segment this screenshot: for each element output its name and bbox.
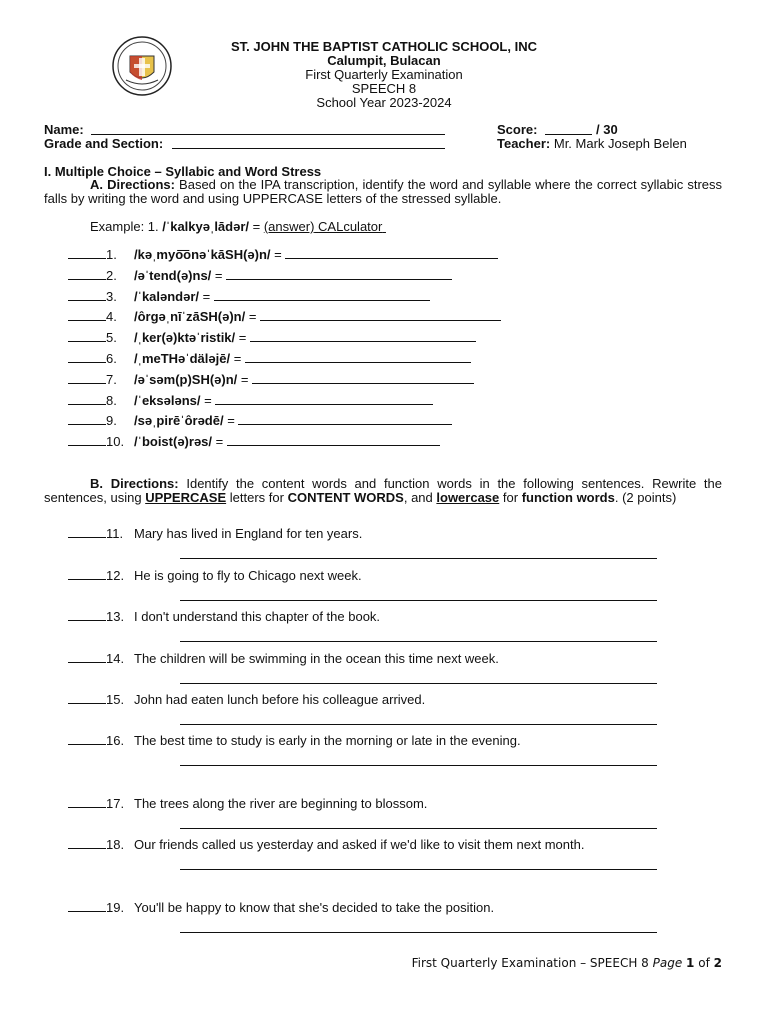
part2-item [68, 837, 584, 852]
answer-blank[interactable] [68, 733, 106, 745]
part1-item [68, 309, 501, 324]
part1-directions [44, 178, 722, 206]
equals-sign: = [248, 309, 257, 325]
item-number: 9. [106, 413, 117, 429]
rewrite-line[interactable] [180, 828, 657, 829]
sentence-text: Our friends called us yesterday and asked if we'd like to visit them next month. [134, 837, 585, 852]
text-and: , and [403, 490, 433, 505]
answer-blank[interactable] [68, 900, 106, 912]
answer-blank[interactable] [68, 796, 106, 808]
item-number: 18. [106, 837, 125, 852]
answer-blank[interactable] [68, 309, 106, 321]
sentence-text: The trees along the river are beginning to blossom. [134, 796, 428, 811]
answer-line[interactable] [214, 289, 430, 301]
ipa-transcription: /əˈsəm(p)SH(ə)n/ [134, 371, 238, 387]
equals-sign: = [240, 371, 249, 387]
item-number: 14. [106, 651, 125, 666]
answer-line[interactable] [260, 309, 501, 321]
example-equals: = [249, 219, 264, 234]
part2-directions [44, 477, 722, 505]
grade-section-field[interactable] [172, 148, 445, 149]
ipa-transcription: /ˈeksələns/ [134, 392, 201, 408]
item-number: 2. [106, 267, 117, 283]
part2-item [68, 651, 499, 666]
answer-line[interactable] [215, 393, 433, 405]
answer-blank[interactable] [68, 526, 106, 538]
answer-line[interactable] [250, 330, 476, 342]
item-number: 16. [106, 733, 125, 748]
ipa-transcription: /ˌker(ə)ktəˈristik/ [134, 330, 236, 346]
answer-blank[interactable] [68, 330, 106, 342]
points-text: . (2 points) [614, 490, 677, 505]
item-number: 8. [106, 392, 117, 408]
footer-page-num: 1 [686, 956, 695, 970]
answer-blank[interactable] [68, 837, 106, 849]
answer-line[interactable] [227, 434, 440, 446]
teacher-label: Teacher: [497, 136, 551, 151]
page-footer [412, 956, 722, 970]
answer-line[interactable] [226, 268, 452, 280]
ipa-transcription: /ˈkaləndər/ [134, 288, 200, 304]
lowercase-term: lowercase [436, 490, 500, 505]
rewrite-line[interactable] [180, 869, 657, 870]
footer-of-word: of [698, 956, 710, 970]
item-number: 7. [106, 371, 117, 387]
score-field[interactable] [545, 134, 592, 135]
ipa-transcription: /səˌpirēˈôrədē/ [134, 413, 224, 429]
ipa-transcription: /ˈboist(ə)rəs/ [134, 434, 213, 450]
ipa-transcription: /ˌmeTHəˈdäləjē/ [134, 351, 231, 366]
footer-page-word: Page [652, 956, 683, 970]
text-for: for [502, 490, 519, 505]
school-year: School Year 2023-2024 [316, 95, 452, 110]
part2-item [68, 568, 362, 583]
part1-item [68, 372, 474, 387]
item-number: 3. [106, 288, 117, 304]
school-name: ST. JOHN THE BAPTIST CATHOLIC SCHOOL, INC [231, 39, 537, 54]
equals-sign: = [204, 392, 212, 408]
sentence-text: I don't understand this chapter of the book. [134, 609, 381, 624]
item-number: 12. [106, 568, 125, 583]
part1-item [68, 434, 440, 449]
answer-line[interactable] [252, 372, 474, 384]
sentence-text: John had eaten lunch before his colleague arrived. [134, 692, 426, 707]
example-ipa: /ˈkalkyəˌlādər/ [162, 219, 249, 234]
sentence-text: Mary has lived in England for ten years. [134, 526, 363, 541]
ipa-transcription: /kəˌmyo͞onəˈkāSH(ə)n/ [134, 247, 271, 262]
answer-blank[interactable] [68, 268, 106, 280]
part1-directions-label: A. Directions: [90, 177, 175, 192]
footer-text: First Quarterly Examination – SPEECH 8 [411, 956, 649, 970]
ipa-transcription: /ôrgəˌnīˈzāSH(ə)n/ [134, 309, 246, 325]
part1-item [68, 351, 471, 366]
answer-blank[interactable] [68, 393, 106, 405]
part2-directions-text: Identify the content words and function words in the following sentences. Rewrite the sentences, using [44, 476, 722, 505]
part2-item [68, 526, 362, 541]
item-number: 11. [106, 526, 124, 541]
part1-item [68, 393, 433, 408]
content-words-term: CONTENT WORDS [287, 490, 404, 505]
answer-blank[interactable] [68, 568, 106, 580]
footer-page-total: 2 [713, 956, 722, 970]
rewrite-line[interactable] [180, 600, 657, 601]
rewrite-line[interactable] [180, 641, 657, 642]
equals-sign: = [233, 351, 242, 366]
equals-sign: = [202, 288, 211, 304]
name-label: Name: [44, 122, 84, 137]
score-label: Score: [497, 122, 538, 137]
example-line [90, 219, 386, 234]
score-total: / 30 [596, 122, 618, 137]
part1-item [68, 330, 476, 345]
rewrite-line[interactable] [180, 724, 657, 725]
part1-title: I. Multiple Choice – Syllabic and Word Stress [44, 164, 322, 179]
uppercase-term: UPPERCASE [145, 490, 227, 505]
answer-line[interactable] [245, 351, 471, 363]
rewrite-line[interactable] [180, 765, 657, 766]
sentence-text: You'll be happy to know that she's decided to take the position. [134, 900, 495, 915]
item-number: 15. [106, 692, 125, 707]
ipa-transcription: /əˈtend(ə)ns/ [134, 267, 212, 283]
part2-item [68, 692, 425, 707]
example-answer-label: (answer) [263, 219, 315, 234]
answer-blank[interactable] [68, 692, 106, 704]
part2-item [68, 609, 380, 624]
part1-directions-text: Based on the IPA transcription, identify the word and syllable where the correct syllabic stress falls by writing the word and using UPPERCASE letters of the stressed syllable. [44, 177, 723, 206]
equals-sign: = [214, 267, 223, 283]
item-number: 4. [106, 309, 117, 325]
item-number: 1. [106, 247, 117, 262]
item-number: 13. [106, 609, 125, 624]
sentence-text: He is going to fly to Chicago next week. [134, 568, 362, 583]
part2-item [68, 796, 427, 811]
item-number: 17. [106, 796, 125, 811]
example-prefix: Example: 1. [90, 219, 159, 234]
teacher-line [497, 136, 687, 151]
sentence-text: The best time to study is early in the morning or late in the evening. [134, 733, 521, 748]
answer-line[interactable] [238, 413, 452, 425]
example-answer: CALculator [318, 219, 383, 234]
answer-blank[interactable] [68, 413, 106, 425]
part1-item [68, 289, 430, 304]
school-location: Calumpit, Bulacan [327, 53, 441, 68]
answer-blank[interactable] [68, 289, 106, 301]
item-number: 19. [106, 900, 125, 915]
item-number: 6. [106, 351, 117, 366]
rewrite-line[interactable] [180, 683, 657, 684]
teacher-name: Mr. Mark Joseph Belen [553, 136, 687, 151]
answer-blank[interactable] [68, 434, 106, 446]
item-number: 10. [106, 434, 125, 450]
answer-blank[interactable] [68, 351, 106, 363]
part1-item [68, 247, 498, 262]
answer-blank[interactable] [68, 609, 106, 621]
name-field[interactable] [91, 134, 445, 135]
answer-blank[interactable] [68, 651, 106, 663]
function-words-term: function words [521, 490, 615, 505]
subject-title: SPEECH 8 [351, 81, 417, 96]
answer-blank[interactable] [68, 372, 106, 384]
answer-blank[interactable] [68, 247, 106, 259]
equals-sign: = [227, 413, 235, 429]
part2-directions-label: B. Directions: [90, 476, 179, 491]
part2-item [68, 900, 494, 915]
sentence-text: The children will be swimming in the ocean this time next week. [134, 651, 499, 666]
rewrite-line[interactable] [180, 558, 657, 559]
text-letters-for: letters for [229, 490, 284, 505]
part2-item [68, 733, 521, 748]
equals-sign: = [238, 330, 247, 346]
rewrite-line[interactable] [180, 932, 657, 933]
part1-item [68, 268, 452, 283]
equals-sign: = [215, 434, 224, 450]
answer-line[interactable] [285, 247, 498, 259]
grade-section-label: Grade and Section: [44, 136, 164, 151]
item-number: 5. [106, 330, 117, 346]
equals-sign: = [274, 247, 282, 262]
exam-title: First Quarterly Examination [305, 67, 463, 82]
part1-item [68, 413, 452, 428]
